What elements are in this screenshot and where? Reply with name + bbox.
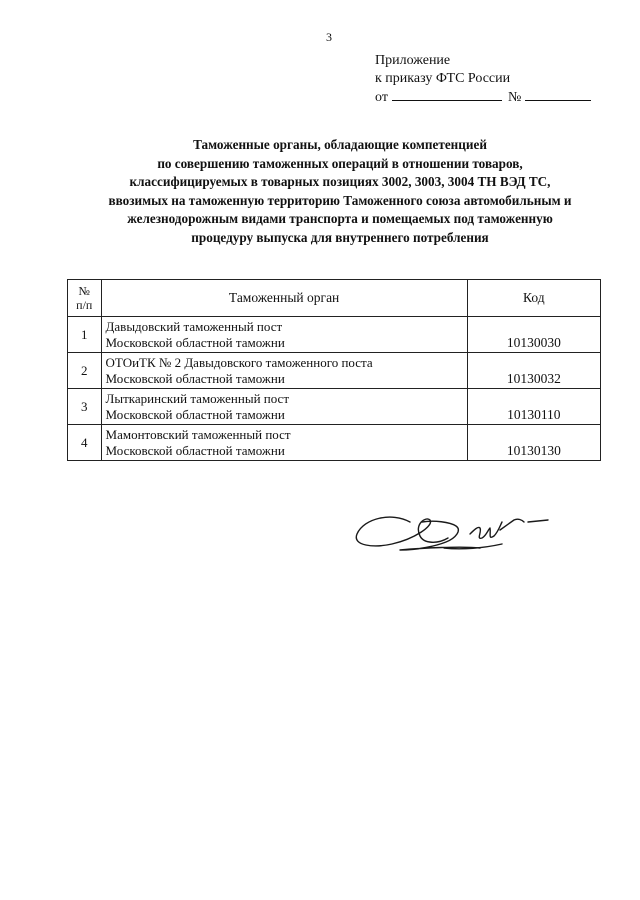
date-blank (392, 88, 502, 101)
number-label: № (507, 90, 522, 105)
heading-line: ввозимых на таможенную территорию Таможенного союза автомобильным и (108, 192, 572, 208)
row-customs-office (101, 389, 467, 425)
heading-line: железнодорожным видами транспорта и помещаемых под таможенную (127, 211, 553, 226)
office-parent: Московской областной таможни (105, 406, 285, 422)
row-code: 10130130 (467, 425, 600, 461)
heading-line: Таможенные органы, обладающие компетенцией (193, 137, 487, 152)
appendix-order-ref: к приказу ФТС России (375, 71, 511, 86)
appendix-block (375, 52, 591, 107)
office-name: ОТОиТК № 2 Давыдовского таможенного поста (105, 354, 373, 370)
office-parent: Московской областной таможни (105, 442, 285, 458)
heading-line: классифицируемых в товарных позициях 3002, 3003, 3004 ТН ВЭД ТС, (129, 174, 551, 189)
row-number: 4 (68, 425, 102, 461)
header-customs-office: Таможенный орган (101, 280, 467, 317)
table-row (68, 353, 601, 389)
number-blank (525, 88, 591, 101)
row-number: 2 (68, 353, 102, 389)
header-number-abbrev: п/п (76, 298, 93, 312)
table-row (68, 425, 601, 461)
table-row (68, 317, 601, 353)
page-number: 3 (326, 30, 332, 44)
header-number-symbol: № (78, 284, 90, 298)
row-code: 10130110 (467, 389, 600, 425)
row-customs-office (101, 353, 467, 389)
table-header-row (68, 280, 601, 317)
date-label: от (375, 90, 388, 105)
customs-offices-table (67, 279, 601, 461)
header-number (68, 280, 102, 317)
heading-line: по совершению таможенных операций в отношении товаров, (157, 155, 523, 171)
row-code: 10130030 (467, 317, 600, 353)
row-number: 3 (68, 389, 102, 425)
table-row (68, 389, 601, 425)
office-name: Мамонтовский таможенный пост (105, 426, 291, 442)
office-name: Лыткаринский таможенный пост (105, 390, 290, 406)
office-parent: Московской областной таможни (105, 334, 285, 350)
row-customs-office (101, 425, 467, 461)
appendix-date-number-line (375, 88, 591, 107)
appendix-title: Приложение (375, 53, 451, 68)
office-name: Давыдовский таможенный пост (105, 318, 283, 334)
signature-strokes (356, 517, 548, 550)
row-customs-office (101, 317, 467, 353)
heading-line: процедуру выпуска для внутреннего потребления (191, 229, 489, 245)
document-heading (70, 136, 610, 247)
header-code: Код (467, 280, 600, 317)
handwritten-signature-icon (352, 504, 552, 564)
row-code: 10130032 (467, 353, 600, 389)
row-number: 1 (68, 317, 102, 353)
office-parent: Московской областной таможни (105, 370, 285, 386)
